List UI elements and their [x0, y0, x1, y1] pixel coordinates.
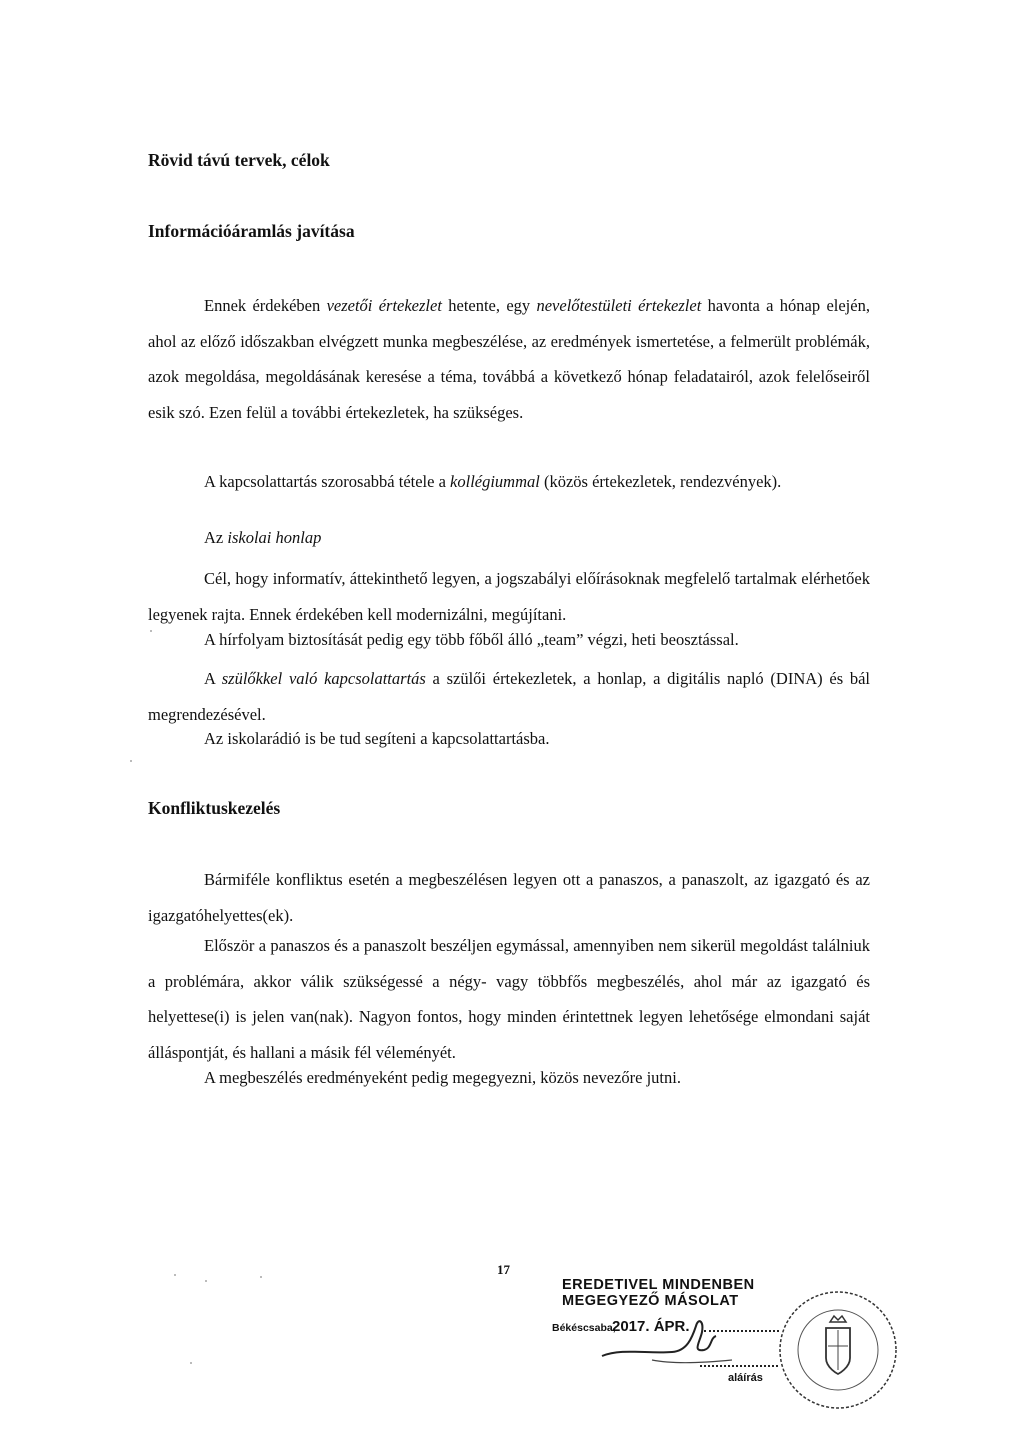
subsection-title-information-flow: Információáramlás javítása — [148, 221, 355, 241]
official-round-seal — [774, 1286, 902, 1414]
certification-stamp — [562, 1277, 755, 1309]
stamp-line-1: EREDETIVEL MINDENBEN — [562, 1277, 755, 1293]
scan-speck — [150, 630, 152, 632]
signature-label: aláírás — [728, 1372, 763, 1384]
crown-icon — [830, 1316, 846, 1322]
handwritten-signature — [592, 1308, 752, 1368]
paragraph-parents-contact: A szülőkkel való kapcsolattartás a szülői értekezletek, a honlap, a digitális napló (DINA) és bál megrendezésével. — [148, 669, 870, 724]
scan-speck — [130, 760, 132, 762]
scan-speck — [190, 1362, 192, 1364]
stamp-place: Békéscsaba, — [552, 1322, 616, 1334]
page-number: 17 — [497, 1262, 510, 1277]
section-title: Rövid távú tervek, célok — [148, 150, 330, 170]
paragraph-meetings: Ennek érdekében vezetői értekezlet hetente, egy nevelőtestületi értekezlet havonta a hónap elején, ahol az előző időszakban elvégzett munka megbeszélése, az eredmények ismertetése, a felmerült problémák, azok megoldása, megoldásának keresése a téma, továbbá a következő hónap feladatairól, azok felelőseiről esik szó. Ezen felül a további értekezletek, ha szükséges. — [148, 296, 870, 422]
subsection-title-conflict-management: Konfliktuskezelés — [148, 798, 281, 818]
stamp-line-2: MEGEGYEZŐ MÁSOLAT — [562, 1293, 739, 1309]
paragraph-conflict-participants: Bármiféle konfliktus esetén a megbeszélésen legyen ott a panaszos, a panaszolt, az igazgató és az igazgatóhelyettes(ek). — [148, 870, 870, 925]
scan-speck — [205, 1280, 207, 1282]
paragraph-school-website-heading: Az iskolai honlap — [204, 528, 322, 547]
paragraph-dormitory: A kapcsolattartás szorosabbá tétele a kollégiummal (közös értekezletek, rendezvények). — [204, 472, 782, 491]
scan-speck — [260, 1276, 262, 1278]
paragraph-conflict-outcome: A megbeszélés eredményeként pedig megegyezni, közös nevezőre jutni. — [204, 1068, 681, 1087]
paragraph-website-goal: Cél, hogy informatív, áttekinthető legyen, a jogszabályi előírásoknak megfelelő tartalmak elérhetőek legyenek rajta. Ennek érdekében kell modernizálni, megújítani. — [148, 569, 870, 624]
paragraph-school-radio: Az iskolarádió is be tud segíteni a kapcsolattartásba. — [204, 729, 550, 748]
stamp-date: 2017. ÁPR. — [612, 1318, 690, 1335]
scan-speck — [174, 1274, 176, 1276]
paragraph-news-feed: A hírfolyam biztosítását pedig egy több főből álló „team” végzi, heti beosztással. — [204, 630, 739, 649]
paragraph-conflict-process: Először a panaszos és a panaszolt beszéljen egymással, amennyiben nem sikerül megoldást találniuk a problémára, akkor válik szükségessé a négy- vagy többfős megbeszélés, ahol már az igazgató és helyettese(i) is jelen van(nak). Nagyon fontos, hogy minden érintettnek legyen lehetősége elmondani saját álláspontját, és hallani a másik fél véleményét. — [148, 936, 870, 1062]
